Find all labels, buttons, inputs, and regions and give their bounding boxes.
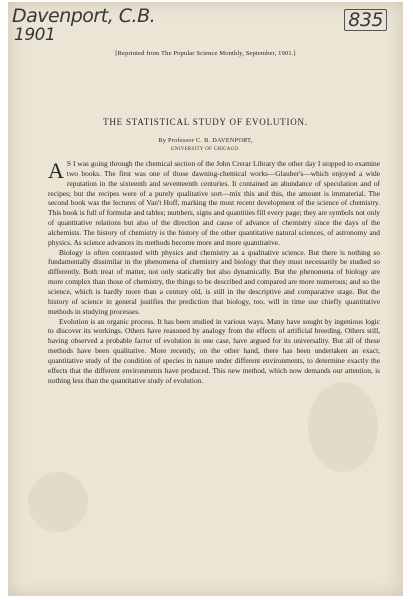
handwritten-year: 1901 [14, 25, 56, 45]
handwritten-author: Davenport, C.B. [12, 5, 156, 27]
paragraph: Evolution is an organic process. It has been studied in various ways. Many have sought by ingenious logic to discover its workings. Others have reasoned by analogy from the effects of artificial breeding. Others still, having observed a probable factor of evolution in one case, have argued for its universality. But all of these methods have been qualitative. More recently, on the other hand, there has been undertaken an exact, quantitative study of the condition of species in nature under different environments, to determine exactly the effects that the different environments have produced. This new method, which now demands our attention, is nothing less than the quantitative study of evolution. [48, 316, 380, 385]
paper-stain [28, 472, 88, 532]
paragraph: Biology is often contrasted with physics and chemistry as a qualitative science. But there is nothing so fundamentally dissimilar in the phenomena of chemistry and biology that they must necessarily be studied so differently. Both treat of matter, not only statically but also dynamically. But the phenomena of biology are more complex than those of chemistry, the things to be described and compared are more numerous; and so the science, which is hardly more than a century old, is still in the descriptive and comparative stage. But the history of science in general justifies the prediction that biology, too, will in time use chiefly quantitative methods in studying processes. [48, 247, 380, 316]
drop-cap: A [48, 158, 64, 183]
handwritten-catalog-number: 835 [344, 9, 387, 31]
article-body [48, 159, 380, 385]
reprint-page [8, 2, 403, 596]
reprint-note: [Reprinted from The Popular Science Monthly, September, 1901.] [115, 50, 296, 57]
author-affiliation: UNIVERSITY OF CHICAGO. [171, 147, 240, 152]
paragraph [48, 159, 380, 248]
article-title: THE STATISTICAL STUDY OF EVOLUTION. [103, 117, 308, 127]
article-byline: By Professor C. B. DAVENPORT, [158, 137, 253, 144]
paragraph-text: S I was going through the chemical section of the John Crerar Library the other day I stopped to examine two books. The first was one of those dawning-chemical works—Glauber's—which enjoyed a wide reputation in the sixteenth and seventeenth centuries. It contained an abundance of speculation and of recipes; but the recipes were of a purely qualitative sort—mix this and this, the amount is immaterial. The second book was the lectures of Van't Hoff, marking the most recent development of the science of chemistry. This book is full of formulæ and tables; numbers, signs and quantities fill every page; they are symbols not only of quantitative relations but also of the direction and cause of advance of chemistry since the days of the alchemists. The history of chemistry is the history of the other quantitative natural sciences, of astronomy and physics. As science advances its methods become more and more quantitative. [48, 159, 380, 247]
paper-stain [308, 382, 378, 472]
